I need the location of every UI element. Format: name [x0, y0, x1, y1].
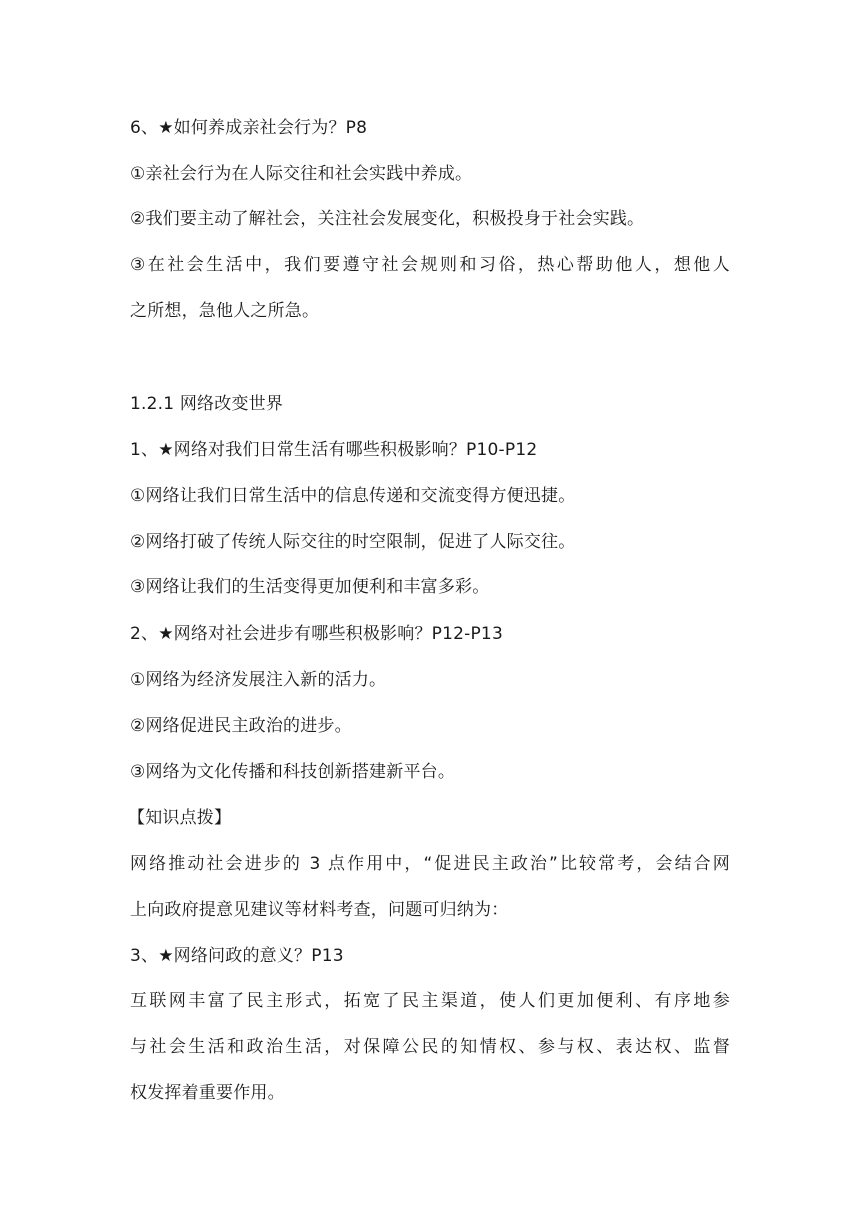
question-2-item-3: ③网络为文化传播和科技创新搭建新平台。 [130, 762, 456, 782]
question-2-item-2: ②网络促进民主政治的进步。 [130, 716, 352, 736]
question-2-item-1: ①网络为经济发展注入新的活力。 [130, 670, 387, 690]
section-6-point-3-line-2: 之所想，急他人之所急。 [130, 301, 320, 321]
question-1-item-3: ③网络让我们的生活变得更加便利和丰富多彩。 [130, 577, 490, 597]
lesson-heading: 1.2.1 网络改变世界 [130, 394, 284, 414]
tip-line-2: 上向政府提意见建议等材料考查，问题可归纳为： [130, 900, 509, 920]
section-6-point-2: ②我们要主动了解社会，关注社会发展变化，积极投身于社会实践。 [130, 209, 645, 229]
question-1-item-1: ①网络让我们日常生活中的信息传递和交流变得方便迅捷。 [130, 486, 576, 506]
question-3-line-2: 与社会生活和政治生活，对保障公民的知情权、参与权、表达权、监督 [130, 1037, 730, 1057]
question-1-item-2: ②网络打破了传统人际交往的时空限制，促进了人际交往。 [130, 532, 576, 552]
tip-line-1: 网络推动社会进步的 3 点作用中，“促进民主政治”比较常考，会结合网 [130, 854, 730, 874]
question-3-line-1: 互联网丰富了民主形式，拓宽了民主渠道，使人们更加便利、有序地参 [130, 991, 730, 1011]
tip-label: 【知识点拨】 [128, 808, 232, 828]
question-3-title: 3、★网络问政的意义？P13 [130, 946, 344, 966]
section-6-point-3-line-1: ③在社会生活中，我们要遵守社会规则和习俗，热心帮助他人，想他人 [130, 255, 730, 275]
question-2-title: 2、★网络对社会进步有哪些积极影响？P12-P13 [130, 624, 503, 644]
question-1-title: 1、★网络对我们日常生活有哪些积极影响？P10-P12 [130, 440, 538, 460]
question-3-line-3: 权发挥着重要作用。 [130, 1083, 285, 1103]
section-6-point-1: ①亲社会行为在人际交往和社会实践中养成。 [130, 164, 473, 184]
section-6-title: 6、★如何养成亲社会行为？P8 [130, 118, 368, 138]
